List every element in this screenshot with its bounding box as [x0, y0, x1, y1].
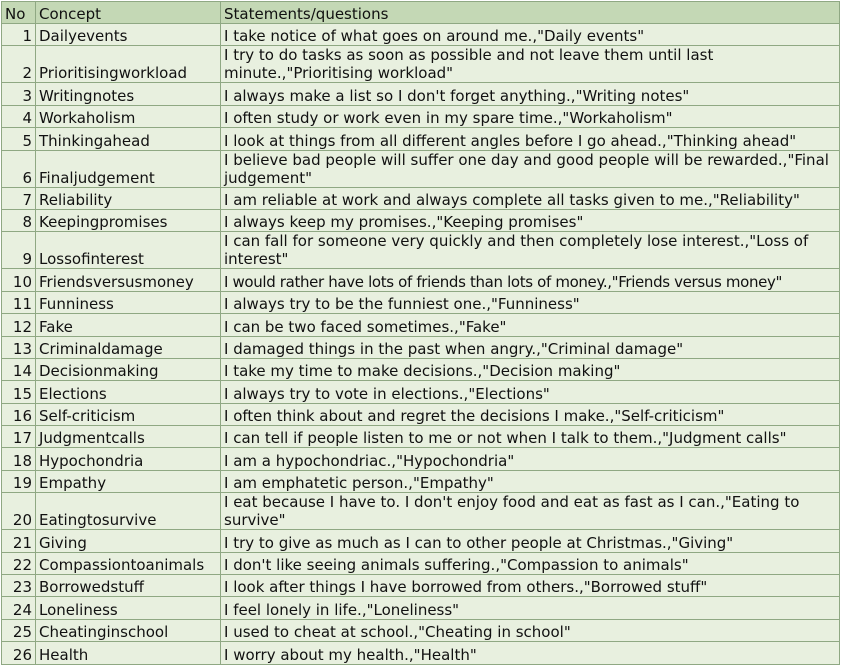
row-statement: I often think about and regret the decisions I make.,"Self-criticism" [221, 403, 840, 425]
row-concept: Criminaldamage [36, 336, 221, 358]
row-statement: I take notice of what goes on around me.,"Daily events" [221, 24, 840, 46]
table-row [2, 381, 840, 403]
table-row [2, 448, 840, 470]
row-concept: Health [36, 642, 221, 664]
row-concept: Workaholism [36, 105, 221, 127]
header-concept: Concept [36, 2, 221, 24]
row-number: 11 [2, 291, 36, 313]
header-row [2, 2, 840, 24]
row-statement: I take my time to make decisions.,"Decision making" [221, 358, 840, 380]
row-number: 15 [2, 381, 36, 403]
row-concept: Finaljudgement [36, 150, 221, 187]
row-number: 2 [2, 46, 36, 83]
table-row [2, 83, 840, 105]
row-statement: I can fall for someone very quickly and then completely lose interest.,"Loss of interest" [221, 232, 840, 269]
row-statement: I am emphatetic person.,"Empathy" [221, 470, 840, 492]
row-concept: Thinkingahead [36, 128, 221, 150]
table-row [2, 403, 840, 425]
row-statement: I am a hypochondriac.,"Hypochondria" [221, 448, 840, 470]
survey-table [1, 1, 840, 665]
row-concept: Elections [36, 381, 221, 403]
row-number: 6 [2, 150, 36, 187]
row-number: 23 [2, 575, 36, 597]
row-statement: I can be two faced sometimes.,"Fake" [221, 314, 840, 336]
row-concept: Prioritisingworkload [36, 46, 221, 83]
row-statement: I try to give as much as I can to other people at Christmas.,"Giving" [221, 530, 840, 552]
row-number: 16 [2, 403, 36, 425]
row-number: 9 [2, 232, 36, 269]
row-concept: Empathy [36, 470, 221, 492]
row-number: 8 [2, 209, 36, 231]
row-number: 26 [2, 642, 36, 664]
header-statement: Statements/questions [221, 2, 840, 24]
row-statement: I can tell if people listen to me or not when I talk to them.,"Judgment calls" [221, 426, 840, 448]
header-no: No [2, 2, 36, 24]
table-row [2, 426, 840, 448]
row-statement: I don't like seeing animals suffering.,"Compassion to animals" [221, 552, 840, 574]
row-number: 10 [2, 269, 36, 291]
table-row [2, 336, 840, 358]
row-concept: Keepingpromises [36, 209, 221, 231]
row-concept: Fake [36, 314, 221, 336]
table-row [2, 493, 840, 530]
row-statement: I damaged things in the past when angry.,"Criminal damage" [221, 336, 840, 358]
table-row [2, 642, 840, 664]
row-number: 1 [2, 24, 36, 46]
table-row [2, 24, 840, 46]
row-statement: I often study or work even in my spare time.,"Workaholism" [221, 105, 840, 127]
table-row [2, 269, 840, 291]
row-number: 18 [2, 448, 36, 470]
row-concept: Friendsversusmoney [36, 269, 221, 291]
row-number: 25 [2, 619, 36, 641]
row-concept: Reliability [36, 187, 221, 209]
row-number: 21 [2, 530, 36, 552]
row-statement: I always try to vote in elections.,"Elections" [221, 381, 840, 403]
row-statement: I would rather have lots of friends than lots of money.,"Friends versus money" [221, 269, 840, 291]
row-statement: I used to cheat at school.,"Cheating in school" [221, 619, 840, 641]
table-row [2, 232, 840, 269]
table-row [2, 128, 840, 150]
row-concept: Hypochondria [36, 448, 221, 470]
row-concept: Borrowedstuff [36, 575, 221, 597]
row-statement: I eat because I have to. I don't enjoy food and eat as fast as I can.,"Eating to survive" [221, 493, 840, 530]
row-number: 3 [2, 83, 36, 105]
row-statement: I try to do tasks as soon as possible and not leave them until last minute.,"Prioritising workload" [221, 46, 840, 83]
row-concept: Writingnotes [36, 83, 221, 105]
row-number: 12 [2, 314, 36, 336]
row-concept: Giving [36, 530, 221, 552]
table-row [2, 619, 840, 641]
row-concept: Self-criticism [36, 403, 221, 425]
table-row [2, 552, 840, 574]
row-concept: Lossofinterest [36, 232, 221, 269]
row-number: 20 [2, 493, 36, 530]
table-row [2, 358, 840, 380]
table-header [2, 2, 840, 24]
table-row [2, 105, 840, 127]
row-concept: Decisionmaking [36, 358, 221, 380]
row-statement: I believe bad people will suffer one day and good people will be rewarded.,"Final judgement" [221, 150, 840, 187]
row-number: 13 [2, 336, 36, 358]
table-row [2, 575, 840, 597]
table-row [2, 187, 840, 209]
row-number: 17 [2, 426, 36, 448]
row-concept: Funniness [36, 291, 221, 313]
table-row [2, 470, 840, 492]
row-number: 4 [2, 105, 36, 127]
row-concept: Eatingtosurvive [36, 493, 221, 530]
table-row [2, 530, 840, 552]
row-statement: I worry about my health.,"Health" [221, 642, 840, 664]
table-body [2, 24, 840, 665]
table-row [2, 150, 840, 187]
row-concept: Judgmentcalls [36, 426, 221, 448]
row-statement: I look at things from all different angles before I go ahead.,"Thinking ahead" [221, 128, 840, 150]
row-statement: I always make a list so I don't forget anything.,"Writing notes" [221, 83, 840, 105]
table-row [2, 314, 840, 336]
row-number: 5 [2, 128, 36, 150]
table-row [2, 597, 840, 619]
row-number: 14 [2, 358, 36, 380]
row-statement: I always keep my promises.,"Keeping promises" [221, 209, 840, 231]
row-statement: I feel lonely in life.,"Loneliness" [221, 597, 840, 619]
row-number: 7 [2, 187, 36, 209]
row-statement: I always try to be the funniest one.,"Funniness" [221, 291, 840, 313]
row-number: 19 [2, 470, 36, 492]
row-concept: Cheatinginschool [36, 619, 221, 641]
table-row [2, 291, 840, 313]
row-number: 22 [2, 552, 36, 574]
table-row [2, 46, 840, 83]
row-statement: I look after things I have borrowed from others.,"Borrowed stuff" [221, 575, 840, 597]
row-number: 24 [2, 597, 36, 619]
table-row [2, 209, 840, 231]
row-statement: I am reliable at work and always complete all tasks given to me.,"Reliability" [221, 187, 840, 209]
row-concept: Compassiontoanimals [36, 552, 221, 574]
row-concept: Dailyevents [36, 24, 221, 46]
row-concept: Loneliness [36, 597, 221, 619]
